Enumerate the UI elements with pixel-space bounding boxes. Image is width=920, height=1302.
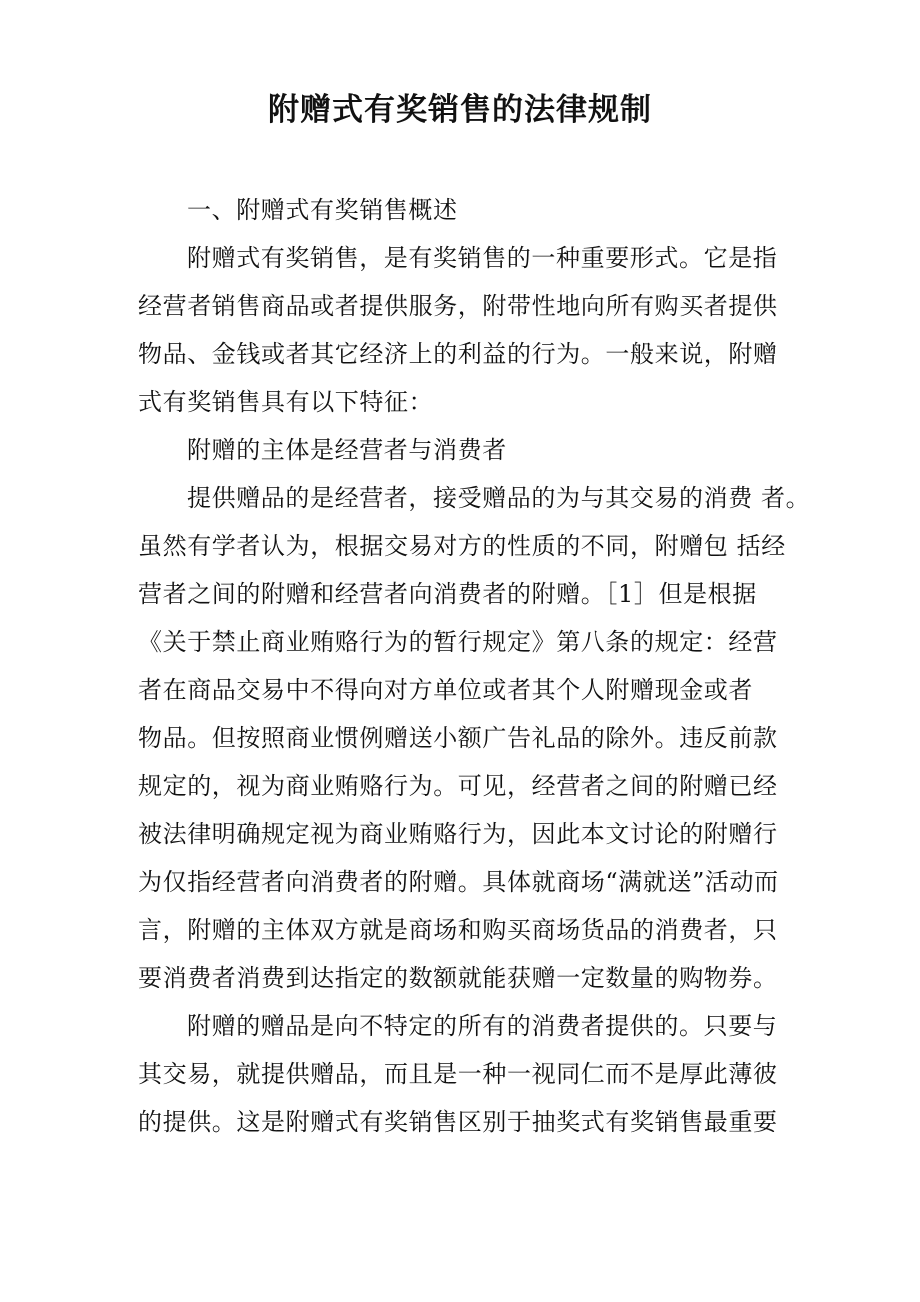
- paragraph-line: 者在商品交易中不得向对方单位或者其个人附赠现金或者: [138, 676, 753, 704]
- paragraph-line: 被法律明确规定视为商业贿赂行为，因此本文讨论的附赠行: [138, 820, 778, 848]
- paragraph-line: 提供赠品的是经营者，接受赠品的为与其交易的消费 者。: [187, 484, 811, 512]
- paragraph-line: 式有奖销售具有以下特征：: [138, 388, 434, 416]
- paragraph-line: 虽然有学者认为，根据交易对方的性质的不同，附赠包 括经: [138, 532, 786, 560]
- paragraph-line: 营者之间的附赠和经营者向消费者的附赠。［1］但是根据: [138, 580, 757, 608]
- document-title: 附赠式有奖销售的法律规制: [268, 92, 652, 128]
- paragraph-line: 物品、金钱或者其它经济上的利益的行为。一般来说，附赠: [138, 340, 778, 368]
- paragraph-line: 附赠的赠品是向不特定的所有的消费者提供的。只要与: [187, 1012, 778, 1040]
- paragraph-line: 附赠式有奖销售，是有奖销售的一种重要形式。它是指: [187, 244, 778, 272]
- paragraph-line: 的提供。这是附赠式有奖销售区别于抽奖式有奖销售最重要: [138, 1108, 778, 1136]
- paragraph-line: 为仅指经营者向消费者的附赠。具体就商场“满就送”活动而: [138, 868, 779, 896]
- paragraph-line: 其交易，就提供赠品，而且是一种一视同仁而不是厚此薄彼: [138, 1060, 778, 1088]
- paragraph-line: 言，附赠的主体双方就是商场和购买商场货品的消费者，只: [138, 916, 778, 944]
- paragraph-line: 要消费者消费到达指定的数额就能获赠一定数量的购物券。: [138, 964, 778, 992]
- paragraph-line: 规定的，视为商业贿赂行为。可见，经营者之间的附赠已经: [138, 772, 778, 800]
- paragraph-line: 《关于禁止商业贿赂行为的暂行规定》第八条的规定：经营: [138, 628, 778, 656]
- subheading-line: 附赠的主体是经营者与消费者: [187, 436, 507, 464]
- paragraph-line: 物品。但按照商业惯例赠送小额广告礼品的除外。违反前款: [138, 724, 778, 752]
- section-heading: 一、附赠式有奖销售概述: [187, 196, 458, 224]
- paragraph-line: 经营者销售商品或者提供服务，附带性地向所有购买者提供: [138, 292, 778, 320]
